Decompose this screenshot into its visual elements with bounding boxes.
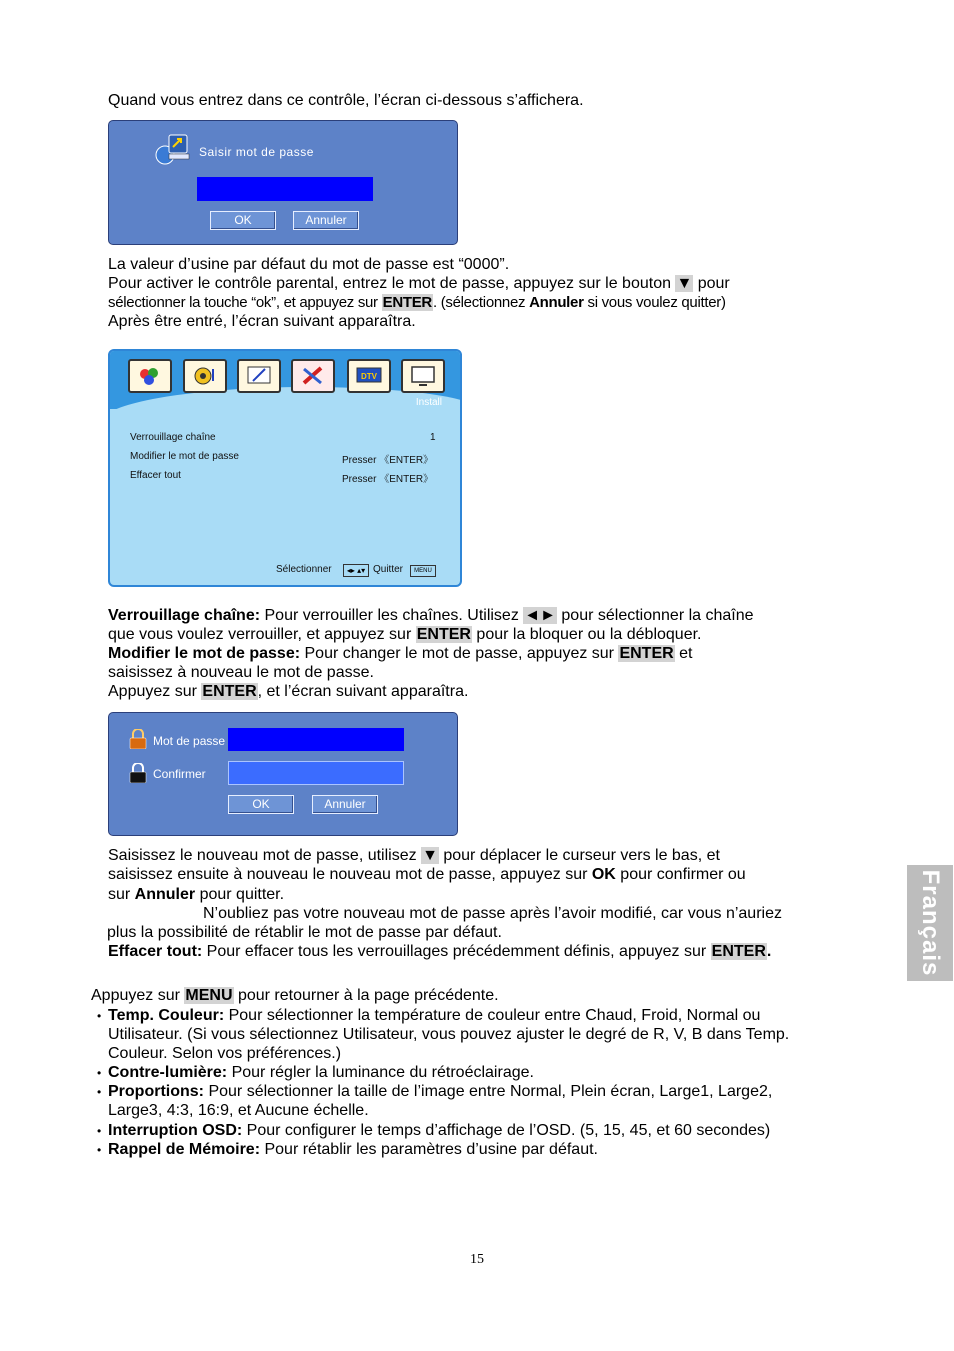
change-password-dialog: [108, 712, 458, 836]
new-password-input[interactable]: [228, 728, 404, 751]
para3-line2: saisissez ensuite à nouveau le nouveau mot de passe, appuyez sur OK pour confirmer ou: [108, 866, 746, 883]
bullet-proportions-cont: Large3, 4:3, 16:9, et Aucune échelle.: [108, 1102, 369, 1119]
language-side-tab: Français: [907, 865, 953, 981]
install-menu: [108, 349, 462, 587]
bullet: •: [97, 1124, 102, 1138]
left-right-keys: ◄►: [524, 607, 556, 624]
ok-button[interactable]: OK: [210, 211, 276, 230]
menu-row-label[interactable]: Verrouillage chaîne: [130, 432, 216, 443]
confirm-label: Confirmer: [153, 767, 206, 781]
para3-line3: sur Annuler pour quitter.: [108, 886, 285, 903]
bullet: •: [97, 1143, 102, 1157]
menu-row-value: Presser 《ENTER》: [342, 455, 434, 466]
bullet-temp-color-cont2: Couleur. Selon vos préférences.): [108, 1045, 342, 1062]
password-globe-icon: [155, 133, 191, 165]
para2-line4: saisissez à nouveau le mot de passe.: [108, 664, 374, 681]
tools-icon[interactable]: [291, 359, 335, 393]
para3-clear-all: Effacer tout: Pour effacer tous les verrouillages précédemment définis, appuyez sur ENTER.: [108, 943, 772, 960]
para2-line3: Modifier le mot de passe: Pour changer le mot de passe, appuyez sur ENTER et: [108, 645, 693, 662]
page-number: 15: [470, 1252, 484, 1267]
menu-row-value: Presser 《ENTER》: [342, 474, 434, 485]
footer-select: Sélectionner: [276, 564, 332, 575]
para3-line1: Saisissez le nouveau mot de passe, utilisez ▼ pour déplacer le curseur vers le bas, et: [108, 847, 720, 864]
bullet-proportions: Proportions: Pour sélectionner la taille de l’image entre Normal, Plein écran, Large1, Large2,: [108, 1083, 773, 1100]
lock-icon: [129, 763, 147, 783]
enter-key: ENTER: [382, 294, 432, 311]
menu-row-label[interactable]: Modifier le mot de passe: [130, 451, 239, 462]
bullet-temp-color-cont: Utilisateur. (Si vous sélectionnez Utilisateur, vous pouvez ajuster le degré de R, V, B dans Temp.: [108, 1026, 790, 1043]
sound-icon[interactable]: [183, 359, 227, 393]
para1-line3: sélectionner la touche “ok”, et appuyez sur ENTER. (sélectionnez Annuler si vous voulez quitter): [108, 294, 726, 311]
bullet: •: [97, 1009, 102, 1023]
intro-text: Quand vous entrez dans ce contrôle, l’écran ci-dessous s’affichera.: [108, 92, 584, 109]
bullet-memory: Rappel de Mémoire: Pour rétablir les paramètres d’usine par défaut.: [108, 1141, 598, 1158]
default-password-text: La valeur d’usine par défaut du mot de passe est “0000”.: [108, 256, 510, 273]
lock-open-icon: [129, 729, 147, 749]
bullet-temp-color: Temp. Couleur: Pour sélectionner la température de couleur entre Chaud, Froid, Normal ou: [108, 1007, 761, 1024]
ok-button[interactable]: OK: [228, 795, 294, 814]
cancel-button[interactable]: Annuler: [293, 211, 359, 230]
footer-quit: Quitter: [373, 564, 404, 575]
para3-note-cont: plus la possibilité de rétablir le mot de passe par défaut.: [107, 924, 502, 941]
menu-key-icon: MENU: [410, 565, 436, 577]
password-input[interactable]: [197, 177, 373, 201]
down-arrow-key: ▼: [676, 275, 693, 292]
bullet-backlight: Contre-lumière: Pour régler la luminance du rétroéclairage.: [108, 1064, 534, 1081]
svg-text:DTV: DTV: [361, 372, 377, 381]
select-arrows-icon: ◂▸ ▴▾: [343, 564, 369, 577]
menu-row-value: 1: [430, 432, 436, 443]
para2-line2: que vous voulez verrouiller, et appuyez sur ENTER pour la bloquer ou la débloquer.: [108, 626, 702, 643]
menu-key: MENU: [185, 987, 233, 1004]
para2-line5: Appuyez sur ENTER, et l’écran suivant apparaîtra.: [108, 683, 469, 700]
bullet: •: [97, 1085, 102, 1099]
para1-line4: Après être entré, l’écran suivant apparaîtra.: [108, 313, 416, 330]
confirm-password-input[interactable]: [228, 761, 404, 785]
bullet-osd: Interruption OSD: Pour configurer le temps d’affichage de l’OSD. (5, 15, 45, et 60 secondes): [108, 1122, 771, 1139]
password-dialog: [108, 120, 458, 245]
password-label: Mot de passe: [153, 734, 226, 748]
dialog-title: Saisir mot de passe: [199, 145, 314, 159]
para1-line2: Pour activer le contrôle parental, entrez le mot de passe, appuyez sur le bouton ▼ pour: [108, 275, 730, 292]
cancel-button[interactable]: Annuler: [312, 795, 378, 814]
monitor-icon[interactable]: [401, 359, 445, 393]
screen-icon[interactable]: [237, 359, 281, 393]
menu-row-label[interactable]: Effacer tout: [130, 470, 181, 481]
install-tab[interactable]: Install: [415, 397, 442, 408]
picture-icon[interactable]: [128, 359, 172, 393]
para3-note: N’oubliez pas votre nouveau mot de passe après l’avoir modifié, car vous n’auriez: [203, 905, 782, 922]
menu-return-text: Appuyez sur MENU pour retourner à la page précédente.: [91, 987, 499, 1004]
para2-line1: Verrouillage chaîne: Pour verrouiller les chaînes. Utilisez ◄► pour sélectionner la chaîne: [108, 607, 754, 624]
bullet: •: [97, 1066, 102, 1080]
dtv-icon[interactable]: [347, 359, 391, 393]
